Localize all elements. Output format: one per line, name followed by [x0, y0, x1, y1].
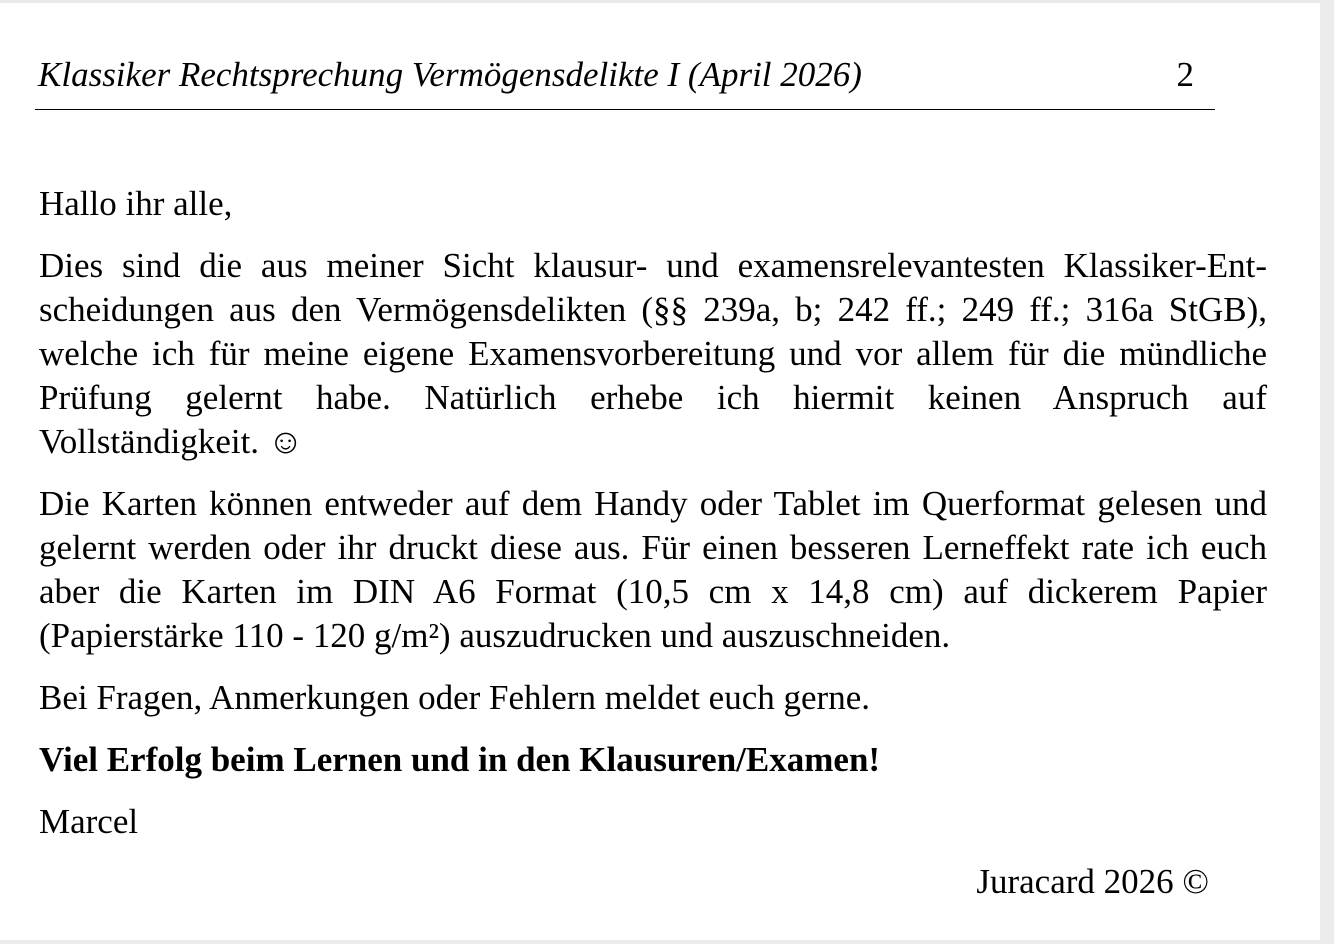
copyright-footer: Juracard 2026 ©	[976, 862, 1209, 901]
page-header	[38, 52, 1214, 98]
page-edge-top	[0, 0, 1334, 3]
signature: Marcel	[39, 802, 139, 841]
closing-line: Viel Erfolg beim Lernen und in den Klausuren/Examen!	[39, 740, 881, 779]
letter-body	[39, 182, 1267, 862]
header-rule	[35, 109, 1215, 110]
header-title: Klassiker Rechtsprechung Vermögensdelikte I (April 2026)	[38, 55, 862, 94]
usage-paragraph: Die Karten können entweder auf dem Handy oder Tablet im Querformat gelesen und gelernt werden oder ihr druckt diese aus. Für einen besseren Lerneffekt rate ich euch aber die Karten im DIN A6 Format (10,5 cm x 14,8 cm) auf dickerem Papier (Papierstärke 110 - 120 g/m²) auszudrucken und auszuschneiden.	[39, 484, 1267, 655]
page-edge-bottom	[0, 940, 1334, 944]
greeting: Hallo ihr alle,	[39, 184, 233, 223]
page-edge-right	[1320, 0, 1334, 944]
intro-paragraph: Dies sind die aus meiner Sicht klausur- und examensrelevantesten Klassiker-Entscheidungen aus den Vermögensdelikten (§§ 239a, b; 242 ff.; 249 ff.; 316a StGB), welche ich für meine eigene Examensvorbereitung und vor allem für die mündliche Prüfung gelernt habe. Natürlich erhebe ich hiermit keinen Anspruch auf Vollständigkeit. ☺	[39, 246, 1267, 461]
page-number: 2	[1176, 55, 1194, 94]
contact-paragraph: Bei Fragen, Anmerkungen oder Fehlern meldet euch gerne.	[39, 678, 870, 717]
